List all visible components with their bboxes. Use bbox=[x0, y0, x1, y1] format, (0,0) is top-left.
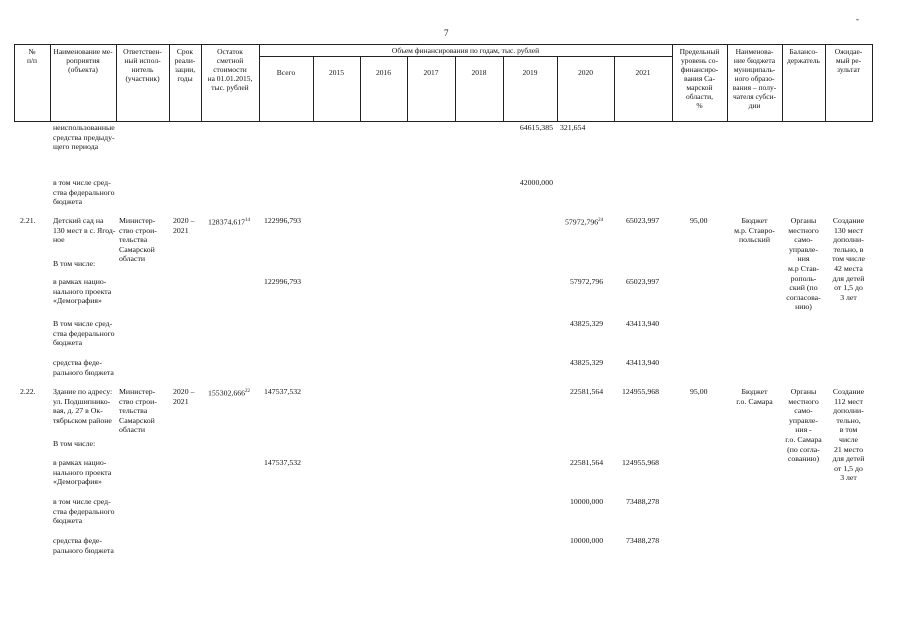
cell-2020: 22581,564 bbox=[570, 458, 604, 467]
y2020-value: 57972,796 bbox=[565, 217, 599, 227]
page-number: 7 bbox=[444, 28, 449, 38]
cell-result: Создание 112 мест дополни- тельно, в том числе 21 место для детей от 1,5 до 3 лет bbox=[832, 387, 865, 483]
header-2015: 2015 bbox=[329, 68, 344, 77]
cell-2020: 43825,329 bbox=[570, 358, 604, 367]
remain-footnote: 22 bbox=[245, 389, 251, 394]
cell-total: 147537,532 bbox=[264, 458, 302, 467]
header-budget: Наименова- ние бюджета муниципаль- ного образо- вания – полу- чателя субси- дии bbox=[732, 47, 777, 110]
cell-2021: 124955,968 bbox=[622, 458, 660, 467]
cell-2021: 124955,968 bbox=[622, 387, 660, 396]
cell-2021: 73488,278 bbox=[626, 536, 660, 545]
cell-level: 95,00 bbox=[690, 387, 708, 396]
cell-budget: Бюджет м.р. Ставро- польский bbox=[734, 216, 775, 245]
header-2021: 2021 bbox=[635, 68, 651, 77]
cell-name: В том числе сред- ства федерального бюджета bbox=[53, 319, 115, 348]
cell-2021: 65023,997 bbox=[626, 277, 660, 286]
cell-total: 122996,793 bbox=[264, 277, 302, 286]
cell-total: 122996,793 bbox=[264, 216, 302, 225]
header-2020: 2020 bbox=[578, 68, 593, 77]
cell-name: в рамках нацио- нального проекта «Демография» bbox=[53, 277, 112, 306]
header-total: Всего bbox=[276, 68, 296, 77]
cell-num: 2.21. bbox=[20, 216, 36, 225]
header-holder: Балансо- держатель bbox=[787, 47, 820, 65]
header-2018: 2018 bbox=[471, 68, 487, 77]
top-mark: - bbox=[856, 14, 859, 24]
remain-value: 155302,666 bbox=[208, 388, 246, 398]
header-2019: 2019 bbox=[522, 68, 538, 77]
cell-responsible: Министер- ство строи- тельства Самарской области bbox=[119, 216, 157, 264]
cell-name: в том числе сред- ства федерального бюджета bbox=[53, 497, 115, 526]
header-responsible: Ответствен- ный испол- нитель (участник) bbox=[123, 47, 162, 83]
cell-2020 bbox=[565, 216, 603, 227]
cell-responsible: Министер- ство строи- тельства Самарской области bbox=[119, 387, 157, 435]
cell-2020: 321,654 bbox=[560, 123, 586, 132]
cell-2021: 43413,940 bbox=[626, 319, 660, 328]
remain-value: 128374,617 bbox=[208, 217, 246, 227]
cell-holder: Органы местного само- управле- ния м.р Став- рополь- ский (по согласова- нию) bbox=[786, 216, 821, 312]
cell-name: в том числе сред- ства федерального бюджета bbox=[53, 178, 115, 207]
header-term: Срок реали- зации, годы bbox=[174, 47, 196, 83]
cell-name: Детский сад на 130 мест в с. Ягод- ное bbox=[53, 216, 116, 245]
cell-name: в рамках нацио- нального проекта «Демография» bbox=[53, 458, 112, 487]
cell-level: 95,00 bbox=[690, 216, 708, 225]
cell-name: В том числе: bbox=[53, 439, 96, 448]
cell-2020: 10000,000 bbox=[570, 536, 604, 545]
y2020-footnote: 24 bbox=[598, 218, 604, 223]
remain-footnote: 14 bbox=[245, 218, 251, 223]
cell-2021: 65023,997 bbox=[626, 216, 660, 225]
cell-2020: 10000,000 bbox=[570, 497, 604, 506]
cell-2020: 43825,329 bbox=[570, 319, 604, 328]
cell-remain bbox=[208, 216, 250, 227]
cell-holder: Органы местного само- управле- ния - г.о. Самара (по согла- сованию) bbox=[785, 387, 822, 464]
header-num: № п/п bbox=[26, 47, 38, 65]
cell-name: средства феде- рального бюджета bbox=[53, 358, 114, 377]
cell-name: средства феде- рального бюджета bbox=[53, 536, 114, 555]
cell-2019: 42000,000 bbox=[519, 178, 553, 187]
header-result: Ожидае- мый ре- зультат bbox=[834, 47, 863, 74]
cell-term: 2020 – 2021 bbox=[173, 216, 195, 235]
cell-2019: 64615,385 bbox=[519, 123, 553, 132]
cell-name: неиспользованные средства предыду- щего периода bbox=[53, 123, 115, 152]
cell-name: В том числе: bbox=[53, 259, 96, 268]
header-2016: 2016 bbox=[376, 68, 391, 77]
cell-2020: 57972,796 bbox=[570, 277, 604, 286]
header-2017: 2017 bbox=[423, 68, 439, 77]
cell-budget: Бюджет г.о. Самара bbox=[736, 387, 773, 406]
cell-total: 147537,532 bbox=[264, 387, 302, 396]
header-funding: Объем финансирования по годам, тыс. рублей bbox=[391, 46, 540, 55]
header-remain: Остаток сметной стоимости на 01.01.2015, тыс. рублей bbox=[207, 47, 253, 92]
cell-num: 2.22. bbox=[20, 387, 36, 396]
header-level: Предельный уровень со- финансиро- вания Са- марской области, % bbox=[679, 47, 720, 110]
cell-remain bbox=[208, 387, 250, 398]
cell-2020: 22581,564 bbox=[570, 387, 604, 396]
cell-name: Здание по адресу: ул. Подшипнико- вая, д. 27 в Ок- тябрьском районе bbox=[53, 387, 113, 425]
header-name: Наименование ме- роприятия (объекта) bbox=[53, 47, 113, 74]
cell-result: Создание 130 мест дополни- тельно, в том числе 42 места для детей от 1,5 до 3 лет bbox=[832, 216, 865, 302]
cell-term: 2020 – 2021 bbox=[173, 387, 195, 406]
cell-2021: 73488,278 bbox=[626, 497, 660, 506]
cell-2021: 43413,940 bbox=[626, 358, 660, 367]
